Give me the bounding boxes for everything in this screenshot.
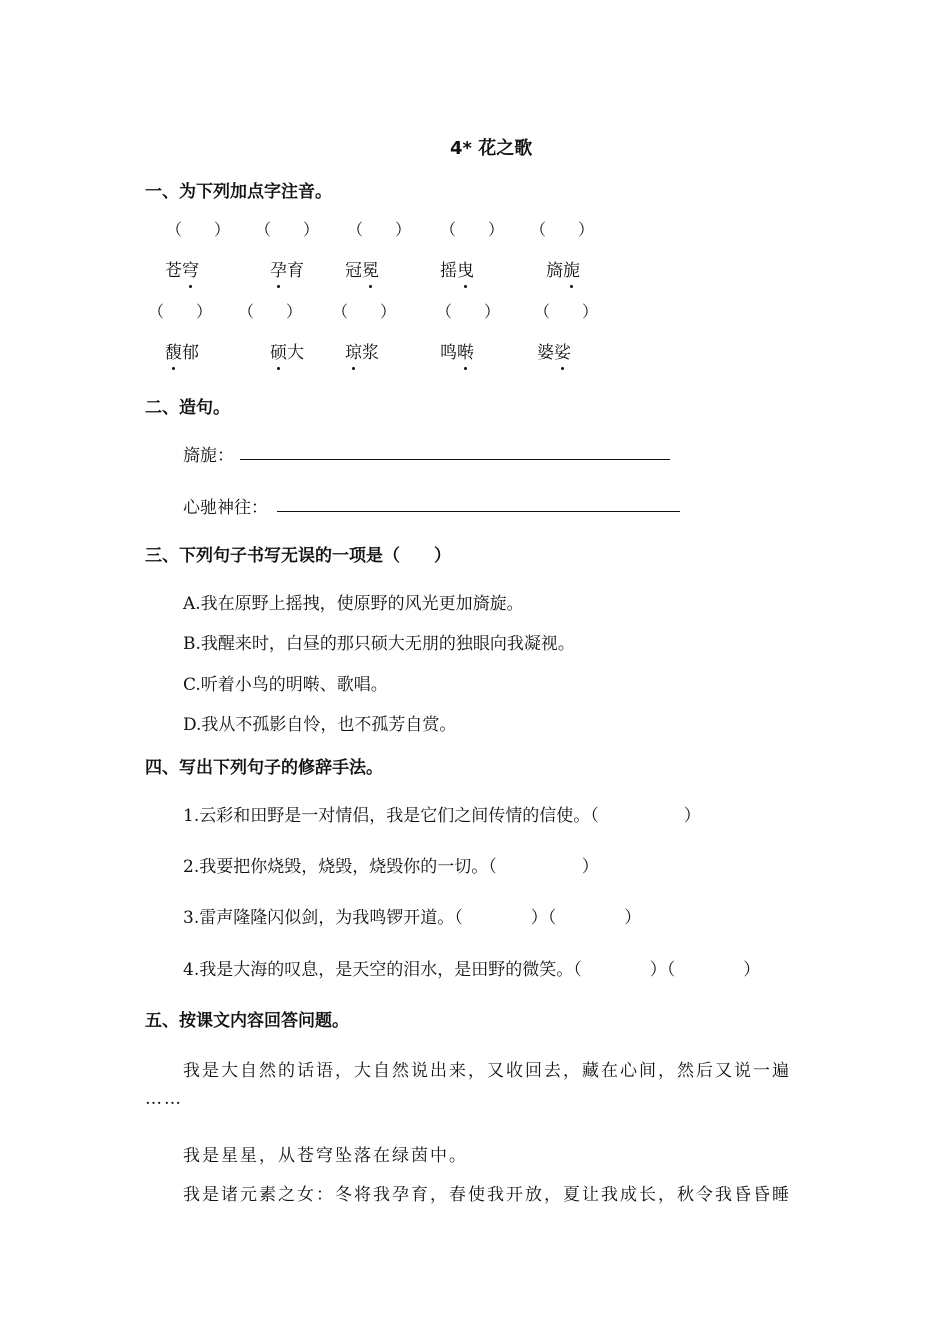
vocab-char: 摇 — [440, 261, 457, 281]
q2-answer-line-1[interactable] — [240, 459, 670, 460]
vocab-word — [165, 338, 199, 363]
vocab-char: 鸣 — [440, 343, 457, 363]
q4-item-1: 1.云彩和田野是一对情侣，我是它们之间传情的信使。（ ） — [183, 806, 701, 826]
emphasized-char: 孕 — [270, 256, 287, 281]
emphasized-char: 曳 — [457, 256, 474, 281]
q4-heading: 四、写出下列句子的修辞手法。 — [145, 758, 383, 778]
q2-answer-line-2[interactable] — [277, 511, 680, 512]
vocab-char: 大 — [287, 343, 304, 363]
vocab-word — [270, 256, 304, 281]
emphasized-char: 硕 — [270, 338, 287, 363]
pinyin-blank[interactable]: （ ） — [440, 220, 505, 239]
pinyin-blank[interactable]: （ ） — [238, 302, 303, 321]
q5-passage-line-1: 我是大自然的话语，大自然说出来，又收回去，藏在心间，然后又说一遍 — [183, 1061, 791, 1081]
q3-option-a: A.我在原野上摇拽，使原野的风光更加旖旋。 — [183, 594, 524, 614]
q5-passage-line-3: 我是诸元素之女：冬将我孕育，春使我开放，夏让我成长，秋令我昏昏睡 — [183, 1185, 791, 1205]
pinyin-blank[interactable]: （ ） — [148, 302, 213, 321]
vocab-word — [537, 338, 571, 363]
vocab-char: 苍 — [165, 261, 182, 281]
emphasized-char: 冕 — [362, 256, 379, 281]
q2-label-2: 心驰神往： — [183, 498, 268, 518]
vocab-word — [165, 256, 199, 281]
emphasized-char: 穹 — [182, 256, 199, 281]
emphasized-char: 啭 — [457, 338, 474, 363]
vocab-char: 郁 — [182, 343, 199, 363]
pinyin-blank[interactable]: （ ） — [534, 302, 599, 321]
vocab-word — [546, 256, 580, 281]
q3-option-d: D.我从不孤影自怜，也不孤芳自赏。 — [183, 715, 457, 735]
pinyin-blank[interactable]: （ ） — [166, 220, 231, 239]
q5-passage-line-2: 我是星星，从苍穹坠落在绿茵中。 — [183, 1146, 468, 1166]
pinyin-blank[interactable]: （ ） — [332, 302, 397, 321]
q5-passage-line-1-continued: …… — [145, 1089, 183, 1109]
q3-option-b: B.我醒来时，白昼的那只硕大无朋的独眼向我凝视。 — [183, 634, 575, 654]
pinyin-blank[interactable]: （ ） — [436, 302, 501, 321]
vocab-word — [440, 338, 474, 363]
q1-heading: 一、为下列加点字注音。 — [145, 182, 332, 202]
page-title: 4* 花之歌 — [450, 138, 533, 159]
q5-heading: 五、按课文内容回答问题。 — [145, 1011, 349, 1031]
emphasized-char: 琼 — [345, 338, 362, 363]
emphasized-char: 馥 — [165, 338, 182, 363]
vocab-word — [440, 256, 474, 281]
vocab-char: 冠 — [345, 261, 362, 281]
pinyin-blank[interactable]: （ ） — [347, 220, 412, 239]
vocab-char: 婆 — [537, 343, 554, 363]
emphasized-char: 旎 — [563, 256, 580, 281]
emphasized-char: 娑 — [554, 338, 571, 363]
vocab-word — [270, 338, 304, 363]
vocab-word — [345, 256, 379, 281]
q4-item-2: 2.我要把你烧毁，烧毁，烧毁你的一切。（ ） — [183, 857, 599, 877]
vocab-char: 旖 — [546, 261, 563, 281]
q3-option-c: C.听着小鸟的明啭、歌唱。 — [183, 675, 388, 695]
pinyin-blank[interactable]: （ ） — [255, 220, 320, 239]
q4-item-3: 3.雷声隆隆闪似剑，为我鸣锣开道。（ ）（ ） — [183, 908, 642, 928]
pinyin-blank[interactable]: （ ） — [530, 220, 595, 239]
q2-heading: 二、造句。 — [145, 398, 230, 418]
q2-label-1: 旖旎： — [183, 446, 234, 466]
vocab-word — [345, 338, 379, 363]
q4-item-4: 4.我是大海的叹息，是天空的泪水，是田野的微笑。（ ）（ ） — [183, 960, 761, 980]
q3-heading: 三、下列句子书写无误的一项是（ ） — [145, 546, 451, 566]
vocab-char: 育 — [287, 261, 304, 281]
vocab-char: 浆 — [362, 343, 379, 363]
